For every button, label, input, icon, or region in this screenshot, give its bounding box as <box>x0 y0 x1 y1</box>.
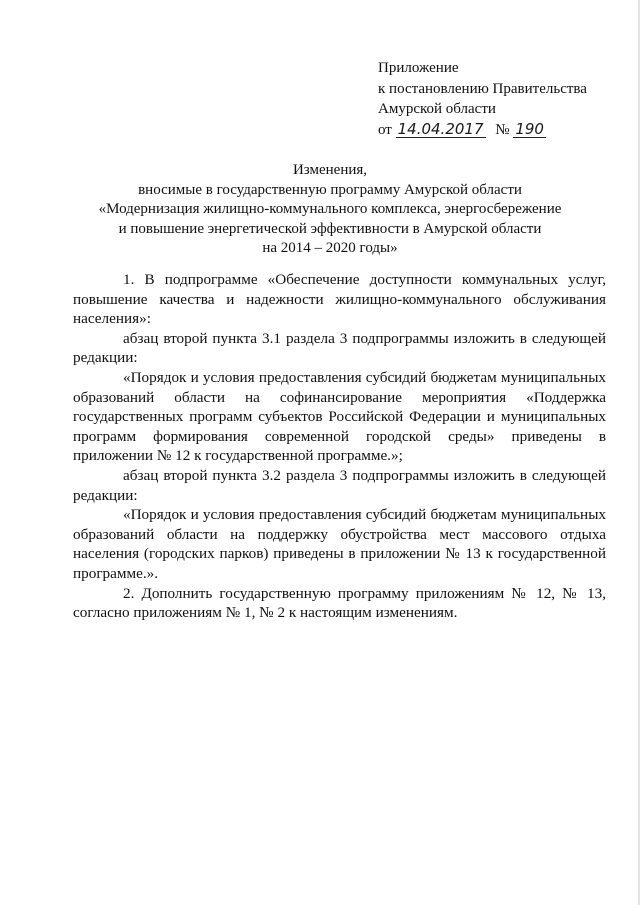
handwritten-number: 190 <box>515 119 544 138</box>
paragraph-4: абзац второй пункта 3.2 раздела 3 подпрограммы изложить в следующей редакции: <box>73 466 606 504</box>
paragraph-2: абзац второй пункта 3.1 раздела 3 подпрограммы изложить в следующей редакции: <box>73 329 606 367</box>
appendix-label: Приложение <box>378 60 459 76</box>
number-label: № <box>495 121 510 138</box>
title-line-3: «Модернизация жилищно-коммунального комплекса, энергосбережение <box>98 201 562 217</box>
document-title <box>80 161 580 259</box>
title-line-1: Изменения, <box>292 162 368 178</box>
document-body <box>73 270 606 623</box>
title-line-5: на 2014 – 2020 годы» <box>262 240 398 256</box>
paragraph-6: 2. Дополнить государственную программу приложениям № 12, № 13, согласно приложениям № 1, № 2 к настоящим изменениям. <box>73 584 606 622</box>
paragraph-1: 1. В подпрограмме «Обеспечение доступности коммунальных услуг, повышение качества и надежности жилищно-коммунального обслуживания населения»: <box>73 271 606 328</box>
title-line-4: и повышение энергетической эффективности в Амурской области <box>118 220 542 237</box>
paragraph-5: «Порядок и условия предоставления субсидий бюджетам муниципальных образований области на поддержку обустройства мест массового отдыха населения (городских парков) приведены в приложении № 13 к государственной программе.». <box>73 506 606 582</box>
paragraph-3: «Порядок и условия предоставления субсидий бюджетам муниципальных образований области на софинансирование мероприятия «Поддержка государственных программ субъектов Российской Федерации и муниципальных программ формирования современной городской среды» приведены в приложении № 12 к государственной программе.»; <box>73 368 606 465</box>
appendix-date-number-line <box>378 120 628 141</box>
title-line-2: вносимые в государственную программу Амурской области <box>138 181 522 198</box>
appendix-resolution-ref: к постановлению Правительства <box>378 80 587 97</box>
handwritten-date: 14.04.2017 <box>397 119 484 138</box>
appendix-header <box>378 58 628 140</box>
date-prefix: от <box>378 121 392 138</box>
appendix-region: Амурской области <box>378 101 496 117</box>
